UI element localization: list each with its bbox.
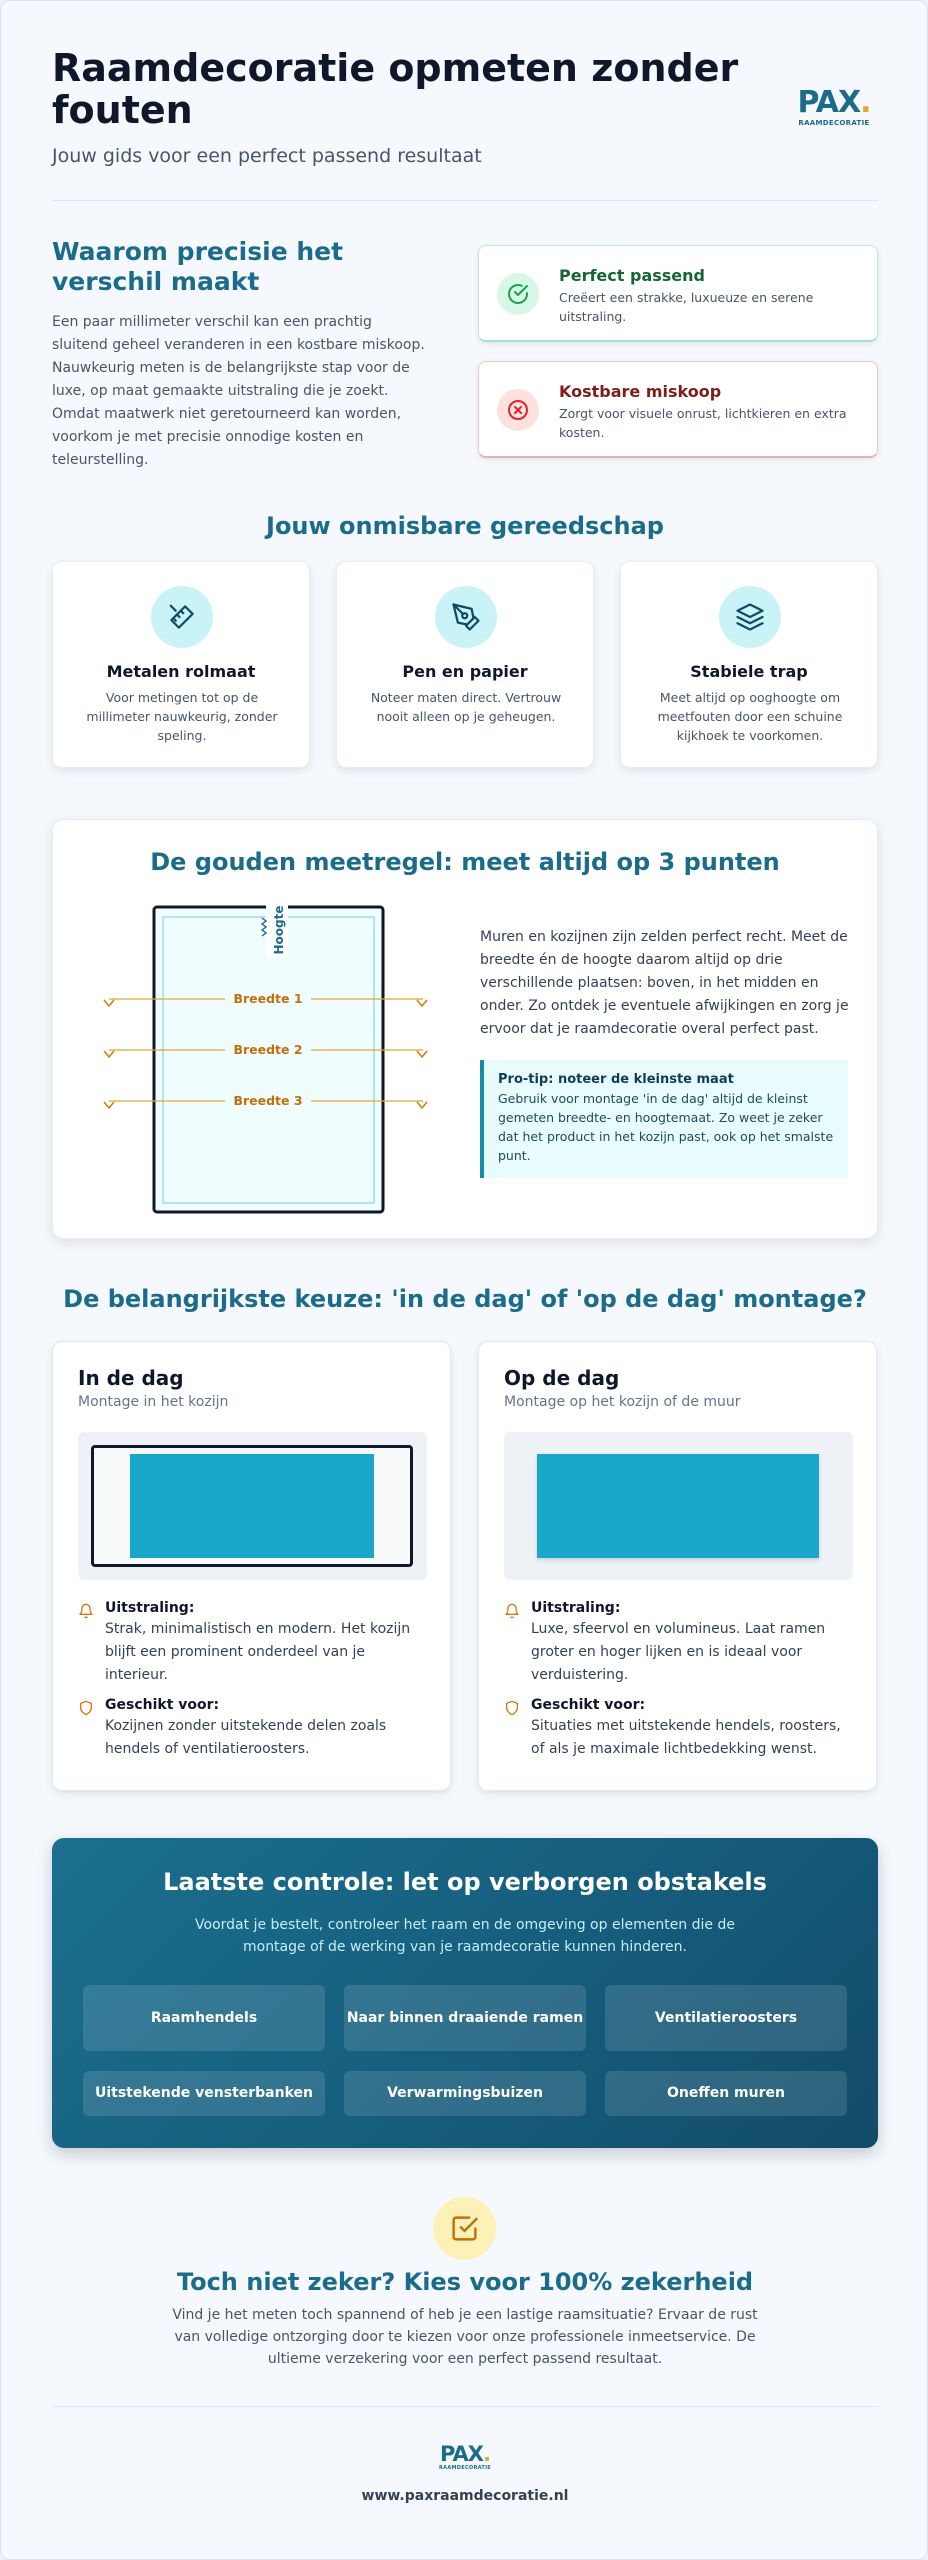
obstacle-chip: Oneffen muren	[605, 2071, 847, 2116]
tool-text: Noteer maten direct. Vertrouw nooit alleen op je geheugen.	[370, 690, 562, 724]
arrow-right	[417, 1051, 427, 1057]
why-section	[52, 237, 432, 472]
montage-option-subtitle: Montage op het kozijn of de muur	[504, 1394, 741, 1410]
tool-card-ladder	[620, 561, 878, 768]
why-text: Een paar millimeter verschil kan een prachtig sluitend geheel veranderen in een kostbare miskoop. Nauwkeurig meten is de belangrijkste stap voor de luxe, op maat gemaakte uitstraling die je zoekt. Omdat maatwerk niet geretourneerd kan worden, voorkom je met precisie onnodige kosten en teleurstelling.	[52, 314, 425, 468]
obstacle-chip: Raamhendels	[83, 1985, 325, 2051]
card-text: Zorgt voor visuele onrust, lichtkieren en extra kosten.	[559, 406, 847, 440]
montage-look	[78, 1600, 428, 1687]
layers-icon	[719, 586, 781, 648]
montage-look-text: Luxe, sfeervol en volumineus. Laat ramen groter en hoger lijken en is ideaal voor verduistering.	[531, 1621, 826, 1683]
obstacle-chip: Ventilatieroosters	[605, 1985, 847, 2051]
pen-icon	[435, 586, 497, 648]
costly-mistake-card	[478, 361, 878, 458]
montage-fit	[78, 1697, 428, 1761]
shield-icon	[78, 1699, 94, 1717]
logo-tagline: RAAMDECORATIE	[439, 2465, 491, 2471]
arrow-left	[104, 1000, 114, 1006]
pro-tip-text: Gebruik voor montage 'in de dag' altijd de kleinst gemeten breedte- en hoogtemaat. Zo weet je zeker dat het product in het kozijn past, ook op het smalste punt.	[498, 1091, 834, 1163]
montage-look-label: Uitstraling:	[531, 1600, 621, 1616]
tool-card-pen-paper	[336, 561, 594, 768]
montage-option-title: Op de dag	[504, 1366, 620, 1390]
pro-tip-box	[480, 1060, 848, 1178]
obstacles-text: Voordat je bestelt, controleer het raam en de omgeving op elementen die de montage of de werking van je raamdecoratie kunnen hinderen.	[195, 1917, 735, 1955]
montage-fit-text: Kozijnen zonder uitstekende delen zoals hendels of ventilatieroosters.	[105, 1718, 387, 1757]
arrow-left	[104, 1102, 114, 1108]
tool-title: Pen en papier	[402, 662, 528, 681]
arrow-right	[417, 1000, 427, 1006]
tool-text: Voor metingen tot op de millimeter nauwkeurig, zonder speling.	[86, 690, 278, 743]
montage-option-title: In de dag	[78, 1366, 184, 1390]
why-title: Waarom precisie het verschil maakt	[52, 237, 344, 296]
ruler-icon	[151, 586, 213, 648]
card-title: Perfect passend	[559, 266, 705, 285]
bell-icon	[504, 1602, 520, 1620]
width-label-2: Breedte 2	[233, 1042, 303, 1057]
golden-rule-section	[52, 819, 878, 1239]
page-subtitle: Jouw gids voor een perfect passend resultaat	[52, 145, 482, 167]
logo[interactable]	[794, 87, 874, 133]
montage-look	[504, 1600, 854, 1687]
obstacle-chip: Naar binnen draaiende ramen	[344, 1985, 586, 2051]
x-circle-icon	[497, 389, 539, 431]
shield-icon	[504, 1699, 520, 1717]
width-label-3: Breedte 3	[233, 1093, 303, 1108]
tool-title: Stabiele trap	[690, 662, 808, 681]
montage-option-subtitle: Montage in het kozijn	[78, 1394, 229, 1410]
obstacle-chip: Uitstekende vensterbanken	[83, 2071, 325, 2116]
arrow-left	[104, 1051, 114, 1057]
tools-title: Jouw onmisbare gereedschap	[266, 512, 664, 540]
montage-look-text: Strak, minimalistisch en modern. Het kozijn blijft een prominent onderdeel van je interieur.	[105, 1621, 411, 1683]
montage-fit	[504, 1697, 854, 1761]
tool-title: Metalen rolmaat	[106, 662, 256, 681]
window-measure-diagram	[53, 890, 453, 1220]
montage-card-op-de-dag	[478, 1341, 877, 1791]
width-label-1: Breedte 1	[233, 991, 303, 1006]
montage-illustration-in	[78, 1432, 427, 1580]
tool-text: Meet altijd op ooghoogte om meetfouten door een schuine kijkhoek te voorkomen.	[657, 690, 843, 743]
obstacles-title: Laatste controle: let op verborgen obstakels	[163, 1868, 767, 1896]
card-title: Kostbare miskoop	[559, 382, 722, 401]
logo-word: PAX.	[797, 85, 871, 120]
tool-card-tape-measure	[52, 561, 310, 768]
montage-fit-label: Geschikt voor:	[531, 1697, 646, 1713]
logo-tagline: RAAMDECORATIE	[798, 119, 870, 127]
perfect-fit-card	[478, 245, 878, 342]
footer-divider	[52, 2406, 878, 2407]
check-circle-icon	[497, 273, 539, 315]
footer-logo[interactable]	[435, 2443, 495, 2471]
header	[52, 47, 878, 201]
bell-icon	[78, 1602, 94, 1620]
blind-panel	[537, 1454, 819, 1558]
page-title: Raamdecoratie opmeten zonder fouten	[52, 46, 739, 132]
logo-word: PAX.	[440, 2442, 490, 2466]
golden-rule-title: De gouden meetregel: meet altijd op 3 punten	[150, 848, 780, 876]
montage-fit-label: Geschikt voor:	[105, 1697, 220, 1713]
montage-fit-text: Situaties met uitstekende hendels, roosters, of als je maximale lichtbedekking wenst.	[531, 1718, 841, 1757]
montage-card-in-de-dag	[52, 1341, 451, 1791]
obstacle-chip: Verwarmingsbuizen	[344, 2071, 586, 2116]
golden-rule-text: Muren en kozijnen zijn zelden perfect recht. Meet de breedte én de hoogte daarom altijd op drie verschillende plaatsen: boven, in het midden en onder. Zo ontdek je eventuele afwijkingen en zorg je ervoor dat je raamdecoratie overal perfect past.	[480, 929, 849, 1037]
checkbox-icon	[433, 2197, 496, 2260]
height-label: Hoogte	[272, 905, 286, 955]
montage-title: De belangrijkste keuze: 'in de dag' of 'op de dag' montage?	[63, 1285, 867, 1313]
blind-panel	[130, 1454, 374, 1558]
final-cta-title: Toch niet zeker? Kies voor 100% zekerheid	[176, 2268, 754, 2296]
obstacles-section	[52, 1838, 878, 2148]
arrow-right	[417, 1102, 427, 1108]
montage-illustration-op	[504, 1432, 853, 1580]
pro-tip-title: Pro-tip: noteer de kleinste maat	[498, 1072, 734, 1087]
footer-url-link[interactable]: www.paxraamdecoratie.nl	[361, 2488, 569, 2504]
final-cta-text: Vind je het meten toch spannend of heb je een lastige raamsituatie? Ervaar de rust van volledige ontzorging door te kiezen voor onze professionele inmeetservice. De ultieme verzekering voor een perfect passend resultaat.	[172, 2307, 758, 2367]
card-text: Creëert een strakke, luxueuze en serene uitstraling.	[559, 290, 814, 324]
montage-look-label: Uitstraling:	[105, 1600, 195, 1616]
